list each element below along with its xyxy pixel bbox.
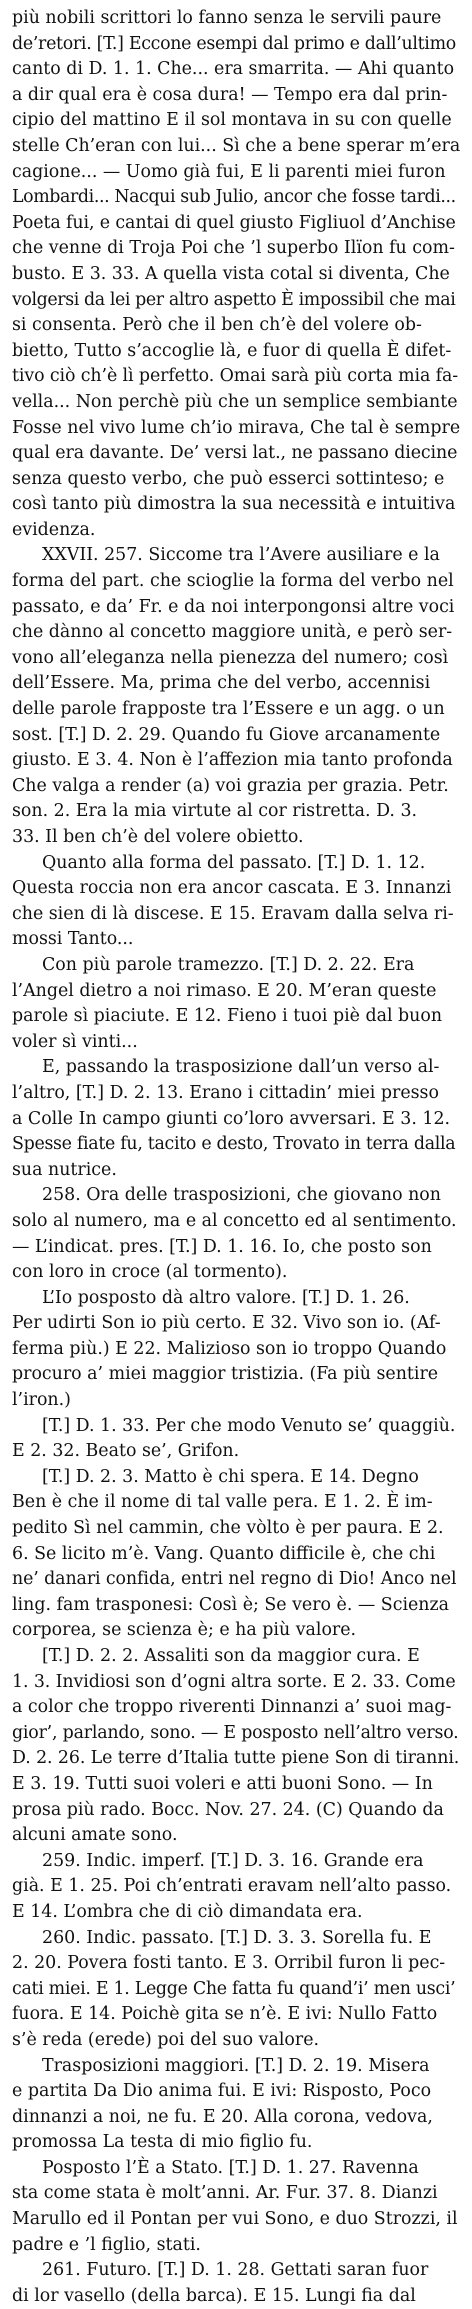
text-line: qual era davante. De’ versi lat., ne passano diecine bbox=[12, 443, 458, 464]
text-line: 2. 20. Povera fosti tanto. E 3. Orribil furon li pec- bbox=[12, 1953, 446, 1974]
text-line: 258. Ora delle trasposizioni, che giovano non bbox=[42, 1185, 441, 1206]
text-line: 261. Futuro. [T.] D. 1. 28. Gettati saran fuor bbox=[42, 2260, 429, 2281]
text-line: corporea, se scienza è; e ha più valore. bbox=[12, 1620, 357, 1641]
text-line: 259. Indic. imperf. [T.] D. 3. 16. Grande era bbox=[42, 1850, 424, 1871]
text-line: voler sì vinti... bbox=[12, 1031, 138, 1052]
text-line: già. E 1. 25. Poi ch’entrati eravam nell’alto passo. bbox=[12, 1876, 452, 1897]
text-line: l’Angel dietro a noi rimaso. E 20. M’eran queste bbox=[12, 980, 437, 1001]
text-line: E 3. 19. Tutti suoi voleri e atti buoni Sono. — In bbox=[12, 1773, 433, 1794]
text-line: s’è reda (erede) poi del suo valore. bbox=[12, 2029, 320, 2050]
text-line: cagione... — Uomo già fui, E li parenti miei furon bbox=[12, 161, 446, 182]
text-line: Fosse nel vivo lume ch’io mirava, Che tal è sempre bbox=[12, 417, 460, 438]
text-line: che sien di là discese. E 15. Eravam dalla selva ri- bbox=[12, 903, 454, 924]
text-line: l’iron.) bbox=[12, 1390, 71, 1411]
text-line: 33. Il ben ch’è del volere obietto. bbox=[12, 827, 304, 847]
text-line: Posposto l’È a Stato. [T.] D. 1. 27. Ravenna bbox=[42, 2157, 419, 2178]
text-line: [T.] D. 1. 33. Per che modo Venuto se’ quaggiù. bbox=[42, 1415, 456, 1436]
text-line: son. 2. Era la mia virtute al cor ristretta. D. 3. bbox=[12, 801, 418, 822]
text-line: solo al numero, ma e al concetto ed al sentimento. bbox=[12, 1210, 457, 1231]
text-line: che venne di Troja Poi che ’l superbo Ilïon fu com- bbox=[12, 238, 455, 259]
text-line: sua nutrice. bbox=[12, 1159, 117, 1180]
text-line: padre e ’l figlio, stati. bbox=[12, 2234, 201, 2255]
text-line: E 2. 32. Beato se’, Grifon. bbox=[12, 1441, 240, 1462]
text-line: Che valga a render (a) voi grazia per grazia. Petr. bbox=[12, 775, 449, 796]
text-line: volgersi da lei per altro aspetto È impossibil che mai bbox=[12, 289, 456, 310]
text-line: forma del part. che scioglie la forma del verbo nel bbox=[12, 571, 454, 592]
text-line: E, passando la trasposizione dall’un verso al- bbox=[42, 1057, 440, 1078]
text-line: Ben è che il nome di tal valle pera. E 1. 2. È im- bbox=[12, 1492, 433, 1513]
text-line: mossi Tanto... bbox=[12, 929, 134, 950]
text-line: Per udirti Son io più certo. E 32. Vivo son io. (Af- bbox=[12, 1313, 441, 1334]
text-line: a color che troppo riverenti Dinnanzi a’ suoi mag- bbox=[12, 1697, 452, 1718]
text-line: a dir qual era è cosa dura! — Tempo era dal prin- bbox=[12, 84, 448, 105]
text-line: sost. [T.] D. 2. 29. Quando fu Giove arcanamente bbox=[12, 724, 441, 745]
text-line: ferma più.) E 22. Malizioso son io troppo Quando bbox=[12, 1338, 447, 1359]
text-line: XXVII. 257. Siccome tra l’Avere ausiliare e la bbox=[42, 545, 440, 566]
text-line: Poeta fui, e cantai di quel giusto Figliuol d’Anchise bbox=[12, 212, 456, 233]
text-line: stelle Ch’eran con lui... Sì che a bene sperar m’era bbox=[12, 135, 460, 156]
text-line: Trasposizioni maggiori. [T.] D. 2. 19. Misera bbox=[42, 2055, 430, 2076]
text-line: Quanto alla forma del passato. [T.] D. 1. 12. bbox=[42, 852, 426, 873]
text-line: sta come stata è molt’anni. Ar. Fur. 37. 8. Dianzi bbox=[12, 2183, 438, 2204]
text-line: promossa La testa di mio figlio fu. bbox=[12, 2132, 313, 2153]
text-line: Spesse fiate fu, tacito e desto, Trovato in terra dalla bbox=[12, 1134, 456, 1155]
text-line: dell’Essere. Ma, prima che del verbo, accennisi bbox=[12, 673, 431, 694]
text-line: dinnanzi a noi, ne fu. E 20. Alla corona, vedova, bbox=[12, 2106, 433, 2127]
text-line: E 14. L’ombra che di ciò dimandata era. bbox=[12, 1901, 363, 1922]
text-line: con loro in croce (al tormento). bbox=[12, 1262, 288, 1283]
text-line: 1. 3. Invidiosi son d’ogni altra sorte. E 2. 33. Come bbox=[12, 1671, 456, 1692]
text-line: fuora. E 14. Poichè gita se n’è. E ivi: Nullo Fatto bbox=[12, 2004, 438, 2025]
text-line: si consenta. Però che il ben ch’è del volere ob- bbox=[12, 315, 422, 336]
text-line: di lor vasello (della barca). E 15. Lungi fia dal bbox=[12, 2285, 416, 2306]
text-line: vono all’eleganza nella pienezza del numero; così bbox=[12, 647, 449, 668]
text-line: canto di D. 1. 1. Che... era smarrita. — Ahi quanto bbox=[12, 59, 455, 80]
text-line: busto. E 3. 33. A quella vista cotal si diventa, Che bbox=[12, 263, 450, 284]
text-line: 6. Se licito m’è. Vang. Quanto difficile è, che chi bbox=[12, 1543, 436, 1564]
text-line: alcuni amate sono. bbox=[12, 1825, 178, 1846]
text-line: biettο, Tutto s’accoglie là, e fuor di quella È difet- bbox=[12, 340, 452, 361]
text-line: parole sì piaciute. E 12. Fieno i tuoi piè dal buon bbox=[12, 1006, 443, 1027]
text-line: più nobili scrittori lo fanno senza le servili paure bbox=[12, 8, 442, 28]
text-line: a Colle In campo giunti co’loro avversari. E 3. 12. bbox=[12, 1108, 451, 1129]
text-line: pedito Sì nel cammin, che vòlto è per paura. E 2. bbox=[12, 1518, 444, 1539]
text-line: [T.] D. 2. 3. Matto è chi spera. E 14. Degno bbox=[42, 1466, 419, 1487]
text-line: così tanto più dimostra la sua necessità e intuitiva bbox=[12, 494, 456, 515]
text-line: — L’indicat. pres. [T.] D. 1. 16. Io, che posto son bbox=[12, 1236, 432, 1257]
text-line: evidenza. bbox=[12, 519, 96, 540]
text-line: procuro a’ miei maggior tristizia. (Fa più sentire bbox=[12, 1364, 439, 1385]
text-line: L’Io posposto dà altro valore. [T.] D. 1. 26. bbox=[42, 1287, 410, 1308]
text-line: che dànno al concetto maggiore unità, e però ser- bbox=[12, 622, 453, 643]
text-line: 260. Indic. passato. [T.] D. 3. 3. Sorella fu. E bbox=[42, 1927, 432, 1948]
text-line: cipio del mattino E il sol montava in su con quelle bbox=[12, 110, 452, 131]
text-line: Questa roccia non era ancor cascata. E 3. Innanzi bbox=[12, 878, 452, 899]
text-line: prosa più rado. Bocc. Nov. 27. 24. (C) Quando da bbox=[12, 1799, 444, 1820]
text-line: Lombardi... Nacqui sub Julio, ancor che fosse tardi... bbox=[12, 187, 456, 208]
text-line: [T.] D. 2. 2. Assaliti son da maggior cura. E bbox=[42, 1646, 420, 1666]
text-line: delle parole frapposte tra l’Essere e un agg. o un bbox=[12, 699, 445, 720]
text-line: e partita Da Dio anima fui. E ivi: Risposto, Poco bbox=[12, 2081, 432, 2102]
text-line: D. 2. 26. Le terre d’Italia tutte piene Son di tiranni. bbox=[12, 1748, 460, 1769]
text-line: Con più parole tramezzo. [T.] D. 2. 22. Era bbox=[42, 954, 415, 975]
text-line: ne’ danari confida, entri nel regno di Dio! Anco nel bbox=[12, 1569, 457, 1590]
text-line: de’retori. [T.] Eccone esempi dal primo e dall’ultimo bbox=[12, 33, 456, 54]
text-line: senza questo verbo, che può esserci sottinteso; e bbox=[12, 468, 445, 489]
text-line: passato, e da’ Fr. e da noi interpongonsi altre voci bbox=[12, 596, 455, 617]
text-line: vella... Non perchè più che un semplice sembiante bbox=[12, 391, 458, 412]
text-line: gior’, parlando, sono. — E posposto nell’altro verso. bbox=[12, 1722, 459, 1743]
text-line: giusto. E 3. 4. Non è l’affezion mia tanto profonda bbox=[12, 750, 453, 771]
text-line: ling. fam trasponesi: Così è; Se vero è. — Scienza bbox=[12, 1594, 450, 1615]
text-line: l’altro, [T.] D. 2. 13. Erano i cittadin’ miei presso bbox=[12, 1082, 439, 1103]
text-line: tivo ciò ch’è lì perfetto. Omai sarà più corta mia fa- bbox=[12, 366, 459, 387]
text-line: Marullo ed il Pontan per vui Sono, e duo Strozzi, il bbox=[12, 2209, 458, 2230]
text-line: cati miei. E 1. Legge Che fatta fu quand’i’ men usci’ bbox=[12, 1978, 456, 1999]
